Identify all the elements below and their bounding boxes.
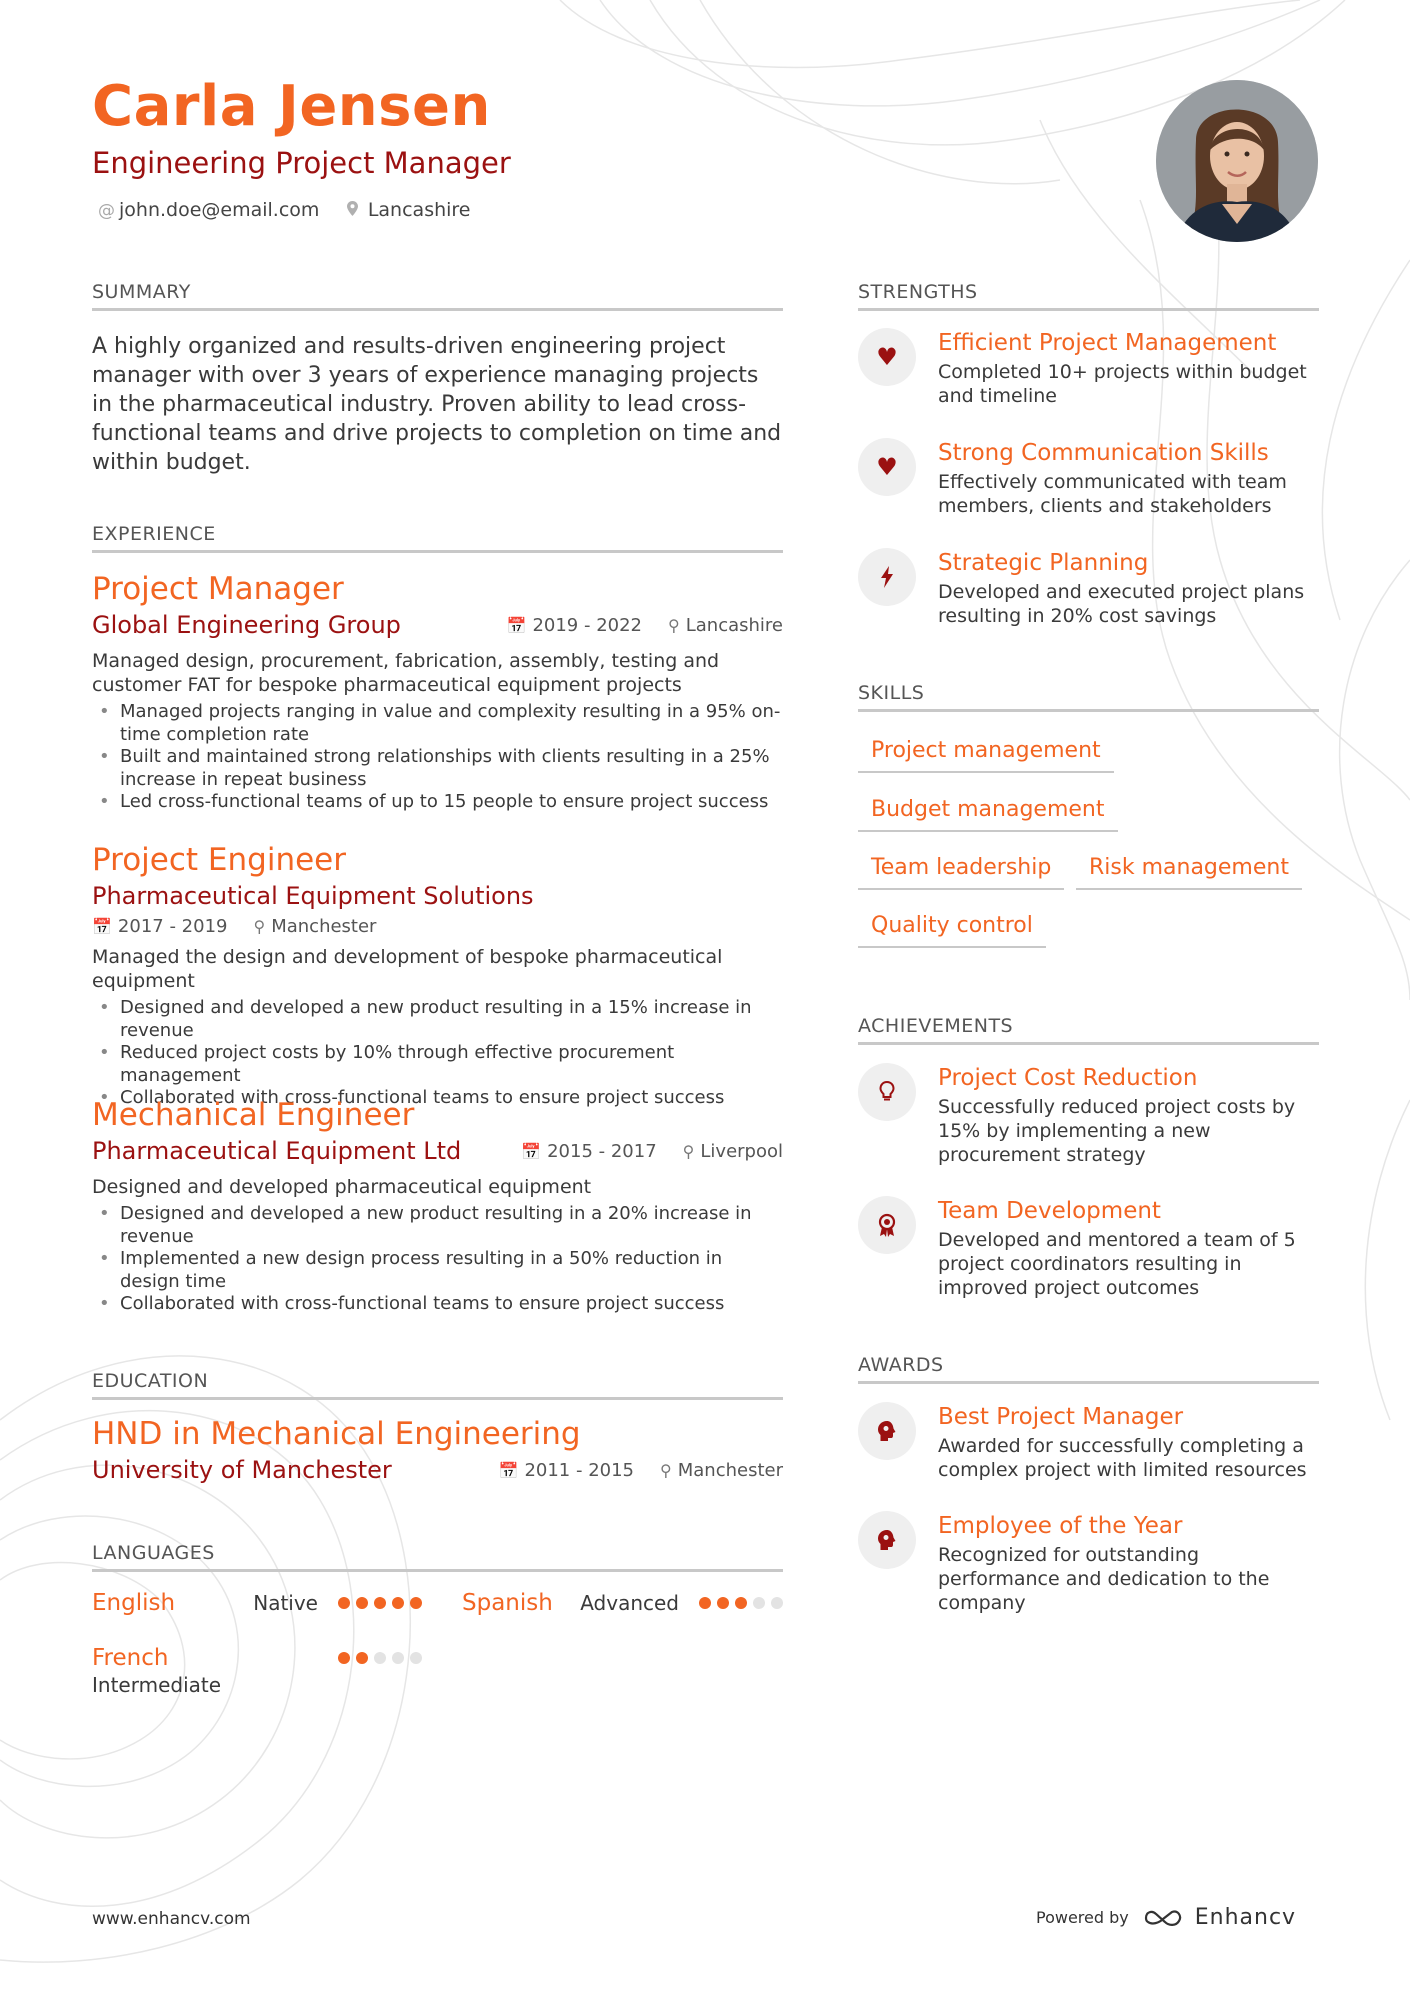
job-meta — [92, 916, 783, 937]
calendar-icon: 📅 — [498, 1460, 519, 1480]
calendar-icon: 📅 — [521, 1141, 542, 1161]
rating-dot — [356, 1597, 368, 1609]
contact-row — [98, 199, 471, 221]
rating-dot — [374, 1652, 386, 1664]
job-entry — [92, 1097, 783, 1316]
skill-tag: Quality control — [858, 913, 1046, 948]
footer-website-link[interactable]: www.enhancv.com — [92, 1909, 251, 1929]
language-item — [92, 1590, 422, 1616]
achievement-title: Project Cost Reduction — [938, 1065, 1198, 1091]
strengths-section — [858, 281, 1319, 311]
rating-dot — [753, 1597, 765, 1609]
education-section — [92, 1370, 783, 1484]
bolt-icon — [858, 548, 916, 606]
achievement-text: Successfully reduced project costs by 15% by implementing a new procurement strategy — [938, 1096, 1296, 1166]
strength-text: Completed 10+ projects within budget and timeline — [938, 361, 1307, 407]
award-text: Awarded for successfully completing a complex project with limited resources — [938, 1435, 1307, 1481]
skill-tag: Budget management — [858, 797, 1118, 832]
location-pin-icon — [347, 201, 363, 221]
education-location: Manchester — [677, 1459, 783, 1481]
contact-email[interactable] — [98, 199, 319, 221]
job-bullet: • Led cross-functional teams of up to 15 people to ensure project success — [92, 791, 783, 814]
job-bullet: • Implemented a new design process resulting in a 50% reduction in design time — [92, 1248, 783, 1293]
job-bullet: • Managed projects ranging in value and complexity resulting in a 95% on-time completion rate — [92, 701, 783, 746]
at-sign-icon: @ — [98, 201, 115, 221]
achievements-section — [858, 1015, 1319, 1045]
award-item — [858, 1511, 1319, 1615]
job-role: Mechanical Engineer — [92, 1097, 415, 1133]
location-pin-icon: ⚲ — [682, 1141, 695, 1161]
strength-title: Efficient Project Management — [938, 330, 1277, 356]
rating-dot — [717, 1597, 729, 1609]
job-meta — [507, 615, 783, 636]
rating-dot — [392, 1652, 404, 1664]
rating-dot — [392, 1597, 404, 1609]
candidate-name: Carla Jensen — [92, 74, 491, 139]
language-item — [462, 1590, 783, 1616]
lightbulb-icon — [858, 1063, 916, 1121]
job-bullet: • Collaborated with cross-functional teams to ensure project success — [92, 1293, 783, 1316]
skills-heading: SKILLS — [858, 682, 1319, 712]
languages-section — [92, 1542, 783, 1572]
job-description: Managed design, procurement, fabrication, assembly, testing and customer FAT for bespoke pharmaceutical equipment projects — [92, 650, 720, 696]
strength-title: Strategic Planning — [938, 550, 1149, 576]
summary-section — [92, 281, 783, 477]
heart-icon: ♥ — [858, 438, 916, 496]
enhancv-logo-icon — [1143, 1907, 1187, 1929]
language-rating — [338, 1652, 422, 1664]
location-text: Lancashire — [367, 199, 471, 221]
job-dates: 2019 - 2022 — [532, 614, 643, 636]
heart-icon: ♥ — [858, 328, 916, 386]
rating-dot — [374, 1597, 386, 1609]
powered-by-label: Powered by — [1036, 1908, 1129, 1927]
head-idea-icon — [858, 1511, 916, 1569]
education-degree: HND in Mechanical Engineering — [92, 1416, 581, 1452]
location-pin-icon: ⚲ — [253, 917, 266, 936]
strength-item — [858, 328, 1319, 408]
award-item — [858, 1402, 1319, 1482]
achievement-item — [858, 1063, 1319, 1167]
job-bullet: • Reduced project costs by 10% through effective procurement management — [92, 1042, 783, 1087]
language-name: French — [92, 1645, 169, 1671]
skills-section — [858, 682, 1319, 712]
job-location: Manchester — [271, 916, 377, 937]
language-level: Intermediate — [92, 1673, 222, 1697]
job-location: Liverpool — [700, 1140, 783, 1162]
language-rating — [699, 1597, 783, 1609]
education-dates: 2011 - 2015 — [524, 1459, 635, 1481]
contact-location — [347, 199, 470, 221]
strength-text: Developed and executed project plans resulting in 20% cost savings — [938, 581, 1305, 627]
achievement-text: Developed and mentored a team of 5 project coordinators resulting in improved project outcomes — [938, 1229, 1296, 1299]
experience-heading: EXPERIENCE — [92, 523, 783, 553]
strengths-heading: STRENGTHS — [858, 281, 1319, 311]
award-title: Best Project Manager — [938, 1404, 1184, 1430]
job-dates: 2015 - 2017 — [547, 1140, 657, 1162]
job-role: Project Manager — [92, 571, 344, 607]
award-text: Recognized for outstanding performance and dedication to the company — [938, 1544, 1270, 1614]
job-location: Lancashire — [685, 614, 783, 636]
job-entry — [92, 842, 783, 1110]
job-meta — [521, 1141, 783, 1162]
achievement-item — [858, 1196, 1319, 1300]
language-rating — [338, 1597, 422, 1609]
job-bullet: • Designed and developed a new product resulting in a 20% increase in revenue — [92, 1203, 783, 1248]
job-bullets — [92, 997, 783, 1110]
job-description: Managed the design and development of bespoke pharmaceutical equipment — [92, 946, 723, 992]
rating-dot — [338, 1597, 350, 1609]
language-level: Native — [253, 1591, 318, 1615]
strength-item — [858, 438, 1319, 518]
candidate-title: Engineering Project Manager — [92, 146, 511, 180]
experience-heading-block — [92, 523, 783, 553]
education-meta — [499, 1460, 783, 1481]
location-pin-icon: ⚲ — [660, 1460, 672, 1480]
rating-dot — [410, 1652, 422, 1664]
strength-text: Effectively communicated with team members, clients and stakeholders — [938, 471, 1287, 517]
rating-dot — [771, 1597, 783, 1609]
skill-tag: Project management — [858, 738, 1114, 773]
brand-logo[interactable] — [1143, 1905, 1296, 1930]
job-company: Global Engineering Group — [92, 611, 401, 639]
language-name: English — [92, 1590, 176, 1616]
summary-text: A highly organized and results-driven engineering project manager with over 3 years of experience managing projects in the pharmaceutical industry. Proven ability to lead cross-functional teams and drive projects to completion on time and within budget. — [92, 334, 782, 475]
skill-tag: Team leadership — [858, 855, 1064, 890]
language-name: Spanish — [462, 1590, 553, 1616]
skill-tag: Risk management — [1076, 855, 1302, 890]
rating-dot — [735, 1597, 747, 1609]
location-pin-icon: ⚲ — [668, 615, 680, 635]
education-heading: EDUCATION — [92, 1370, 783, 1400]
brand-name: Enhancv — [1194, 1905, 1297, 1930]
email-text: john.doe@email.com — [119, 199, 320, 221]
achievements-heading: ACHIEVEMENTS — [858, 1015, 1319, 1045]
languages-heading: LANGUAGES — [92, 1542, 783, 1572]
head-idea-icon — [858, 1402, 916, 1460]
job-dates: 2017 - 2019 — [117, 916, 228, 937]
job-role: Project Engineer — [92, 842, 346, 878]
calendar-icon: 📅 — [92, 917, 112, 936]
job-bullet: • Collaborated with cross-functional teams to ensure project success — [92, 1087, 783, 1110]
rating-dot — [338, 1652, 350, 1664]
profile-photo — [1156, 80, 1318, 242]
job-bullets — [92, 1203, 783, 1316]
summary-heading: SUMMARY — [92, 281, 783, 311]
calendar-icon: 📅 — [506, 615, 527, 635]
strength-item — [858, 548, 1319, 628]
award-title: Employee of the Year — [938, 1513, 1183, 1539]
job-company: Pharmaceutical Equipment Ltd — [92, 1137, 462, 1165]
language-item — [92, 1645, 422, 1697]
rating-dot — [356, 1652, 368, 1664]
rating-dot — [410, 1597, 422, 1609]
job-bullets — [92, 701, 783, 814]
language-level: Advanced — [580, 1591, 679, 1615]
footer-branding — [1036, 1905, 1296, 1930]
job-bullet: • Built and maintained strong relationships with clients resulting in a 25% increase in repeat business — [92, 746, 783, 791]
strength-title: Strong Communication Skills — [938, 440, 1269, 466]
rating-dot — [699, 1597, 711, 1609]
job-company: Pharmaceutical Equipment Solutions — [92, 882, 534, 910]
awards-section — [858, 1354, 1319, 1384]
award-ribbon-icon — [858, 1196, 916, 1254]
job-entry — [92, 571, 783, 814]
education-school: University of Manchester — [92, 1456, 392, 1484]
job-description: Designed and developed pharmaceutical equipment — [92, 1176, 592, 1198]
achievement-title: Team Development — [938, 1198, 1161, 1224]
awards-heading: AWARDS — [858, 1354, 1319, 1384]
job-bullet: • Designed and developed a new product resulting in a 15% increase in revenue — [92, 997, 783, 1042]
